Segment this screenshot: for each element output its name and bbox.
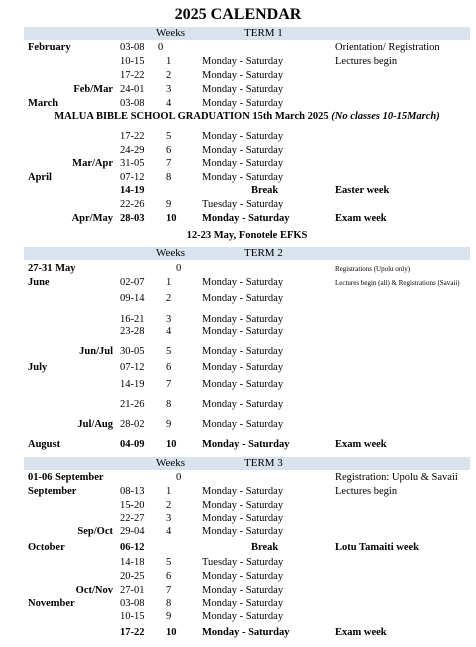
row-dates: 17-22: [120, 70, 145, 81]
row-days: Monday - Saturday: [202, 346, 284, 357]
row-week-number: 3: [166, 513, 172, 524]
row-dates: 02-07: [120, 277, 145, 288]
row-days: Monday - Saturday: [202, 611, 284, 622]
row-month-span: Sep/Oct: [77, 526, 113, 537]
row-dates: 22-27: [120, 513, 145, 524]
row-week-number: 10: [166, 212, 177, 224]
row-month-span: Oct/Nov: [75, 585, 113, 596]
row-dates: 17-22: [120, 627, 145, 638]
row-dates: 27-01: [120, 585, 145, 596]
row-days: Monday - Saturday: [202, 362, 284, 373]
row-note: Exam week: [335, 212, 387, 224]
calendar-row: [24, 184, 470, 198]
row-month: 27-31 May: [28, 263, 76, 274]
row-week-number: 6: [166, 362, 172, 373]
calendar-row: [24, 418, 470, 432]
calendar-row: [24, 41, 470, 55]
row-note: Easter week: [335, 185, 390, 197]
row-week-number: 8: [166, 171, 172, 183]
row-days: Monday - Saturday: [202, 144, 284, 156]
row-week-number: 10: [166, 439, 177, 450]
row-days: Monday - Saturday: [202, 98, 284, 109]
term-label: TERM 1: [244, 27, 283, 39]
row-days: Monday - Saturday: [202, 585, 284, 596]
calendar-row: [24, 512, 470, 526]
row-days: Monday - Saturday: [202, 500, 284, 511]
row-week-number: 1: [166, 56, 172, 67]
row-dates: 21-26: [120, 399, 145, 410]
calendar-row: [24, 262, 470, 276]
row-week-number: 4: [166, 98, 172, 109]
row-dates: 06-12: [120, 542, 145, 553]
row-week-number: 9: [166, 611, 172, 622]
row-dates: 30-05: [120, 346, 145, 357]
row-month-span: Feb/Mar: [73, 84, 113, 95]
calendar-row: [24, 292, 470, 306]
row-month: February: [28, 42, 71, 53]
row-week-number: 0: [176, 263, 182, 274]
row-week-number: 5: [166, 131, 172, 142]
calendar-row: [24, 626, 470, 640]
row-days: Monday - Saturday: [202, 379, 284, 390]
calendar-row: [24, 157, 470, 171]
row-month: September: [28, 486, 77, 497]
row-week-number: 0: [176, 472, 182, 483]
row-week-number: 5: [166, 557, 172, 568]
row-dates: 08-13: [120, 486, 145, 497]
row-week-number: 9: [166, 199, 172, 210]
calendar-row: [24, 610, 470, 624]
term-label: TERM 3: [244, 457, 283, 469]
row-month-span: Apr/May: [71, 212, 113, 224]
row-days: Break: [251, 542, 279, 553]
calendar-row: [24, 69, 470, 83]
row-days: Monday - Saturday: [202, 419, 284, 430]
row-week-number: 2: [166, 500, 172, 511]
graduation-banner: [24, 110, 470, 124]
row-dates: 14-18: [120, 557, 145, 568]
calendar-row: [24, 570, 470, 584]
term-label: TERM 2: [244, 247, 283, 259]
calendar-row: [24, 55, 470, 69]
weeks-header: Weeks: [156, 247, 186, 259]
row-week-number: 9: [166, 419, 172, 430]
calendar-row: [24, 471, 470, 485]
row-days: Monday - Saturday: [202, 439, 290, 450]
row-month: November: [28, 598, 75, 609]
row-note: Lectures begin (all) & Registrations (Savaii): [335, 279, 460, 287]
calendar-row: [24, 378, 470, 392]
term-footer: 12-23 May, Fonotele EFKS: [186, 230, 308, 241]
row-dates: 03-08: [120, 598, 145, 609]
row-week-number: 3: [166, 84, 172, 95]
row-dates: 09-14: [120, 293, 145, 304]
calendar-row: [24, 556, 470, 570]
row-days: Monday - Saturday: [202, 84, 284, 95]
row-month-span: Jul/Aug: [77, 419, 113, 430]
row-dates: 31-05: [120, 158, 145, 170]
row-days: Monday - Saturday: [202, 70, 284, 81]
calendar-row: [24, 584, 470, 598]
calendar-row: [24, 398, 470, 412]
row-days: Tuesday - Saturday: [202, 557, 284, 568]
term-header-band: [24, 457, 470, 470]
row-dates: 16-21: [120, 314, 145, 325]
row-week-number: 7: [166, 158, 172, 170]
row-note: Registration: Upolu & Savaii: [335, 472, 458, 483]
row-week-number: 6: [166, 571, 172, 582]
row-week-number: 4: [166, 326, 172, 337]
row-dates: 22-26: [120, 199, 145, 210]
weeks-header: Weeks: [156, 457, 186, 469]
row-days: Monday - Saturday: [202, 399, 284, 410]
weeks-header: Weeks: [156, 27, 186, 39]
row-days: Monday - Saturday: [202, 293, 284, 304]
row-dates: 20-25: [120, 571, 145, 582]
row-week-number: 8: [166, 598, 172, 609]
row-week-number: 1: [166, 486, 172, 497]
row-dates: 10-15: [120, 611, 145, 622]
row-dates: 29-04: [120, 526, 145, 537]
row-month: April: [28, 171, 52, 183]
graduation-text: MALUA BIBLE SCHOOL GRADUATION 15th March 2025: [54, 111, 329, 122]
row-week-number: 6: [166, 144, 172, 156]
row-dates: 24-29: [120, 144, 145, 156]
row-month-span: Mar/Apr: [72, 158, 113, 170]
calendar-row: [24, 130, 470, 144]
row-week-number: 1: [166, 277, 172, 288]
row-week-number: 7: [166, 585, 172, 596]
calendar-row: [24, 525, 470, 539]
row-days: Monday - Saturday: [202, 277, 284, 288]
calendar-row: [24, 499, 470, 513]
row-week-number: 5: [166, 346, 172, 357]
row-dates: 28-02: [120, 419, 145, 430]
row-days: Monday - Saturday: [202, 314, 284, 325]
row-days: Monday - Saturday: [202, 526, 284, 537]
calendar-row: [24, 171, 470, 185]
row-days: Monday - Saturday: [202, 131, 284, 142]
row-dates: 15-20: [120, 500, 145, 511]
calendar-row: [24, 438, 470, 452]
row-days: Monday - Saturday: [202, 212, 290, 224]
row-days: Monday - Saturday: [202, 56, 284, 67]
term-header-band: [24, 247, 470, 260]
row-dates: 14-19: [120, 379, 145, 390]
row-month: July: [28, 362, 48, 373]
row-week-number: 2: [166, 293, 172, 304]
calendar-row: [24, 597, 470, 611]
row-note: Registrations (Upolu only): [335, 265, 411, 273]
term-header-band: [24, 27, 470, 40]
row-note: Orientation/ Registration: [335, 42, 440, 53]
row-days: Tuesday - Saturday: [202, 199, 284, 210]
row-week-number: 4: [166, 526, 172, 537]
row-week-number: 7: [166, 379, 172, 390]
row-dates: 10-15: [120, 56, 145, 67]
calendar-row: [24, 325, 470, 339]
row-week-number: 8: [166, 399, 172, 410]
row-note: Exam week: [335, 439, 387, 450]
row-note: Lectures begin: [335, 486, 398, 497]
calendar-row: [24, 198, 470, 212]
row-month: October: [28, 542, 65, 553]
row-dates: 03-08: [120, 98, 145, 109]
calendar-row: [24, 361, 470, 375]
row-week-number: 10: [166, 627, 177, 638]
row-week-number: 3: [166, 314, 172, 325]
calendar-row: [24, 345, 470, 359]
row-days: Monday - Saturday: [202, 158, 284, 170]
graduation-note: (No classes 10-15March): [331, 111, 440, 122]
row-dates: 03-08: [120, 42, 145, 53]
row-dates: 07-12: [120, 362, 145, 373]
page-title: 2025 CALENDAR: [174, 6, 302, 23]
row-dates: 04-09: [120, 439, 145, 450]
calendar-row: [24, 541, 470, 555]
row-month: June: [28, 277, 50, 288]
row-days: Monday - Saturday: [202, 513, 284, 524]
calendar-row: [24, 83, 470, 97]
row-dates: 14-19: [120, 185, 145, 197]
row-week-number: 2: [166, 70, 172, 81]
row-days: Monday - Saturday: [202, 326, 284, 337]
row-note: Lectures begin: [335, 56, 398, 67]
row-dates: 07-12: [120, 171, 145, 183]
row-month-span: Jun/Jul: [79, 346, 113, 357]
row-days: Monday - Saturday: [202, 627, 290, 638]
row-dates: 17-22: [120, 131, 145, 142]
row-dates: 24-01: [120, 84, 145, 95]
row-dates: 28-03: [120, 212, 145, 224]
row-days: Break: [251, 185, 279, 197]
calendar-row: [24, 212, 470, 226]
calendar-row: [24, 144, 470, 158]
row-month: August: [28, 439, 61, 450]
row-month: 01-06 September: [28, 472, 104, 483]
calendar-row: [24, 97, 470, 111]
row-note: Exam week: [335, 627, 387, 638]
calendar-row: [24, 485, 470, 499]
row-week-number: 0: [158, 42, 164, 53]
row-days: Monday - Saturday: [202, 571, 284, 582]
row-days: Monday - Saturday: [202, 486, 284, 497]
row-note: Lotu Tamaiti week: [335, 542, 420, 553]
row-days: Monday - Saturday: [202, 598, 284, 609]
row-dates: 23-28: [120, 326, 145, 337]
row-month: March: [28, 98, 59, 109]
calendar-row: [24, 276, 470, 290]
row-days: Monday - Saturday: [202, 171, 284, 183]
